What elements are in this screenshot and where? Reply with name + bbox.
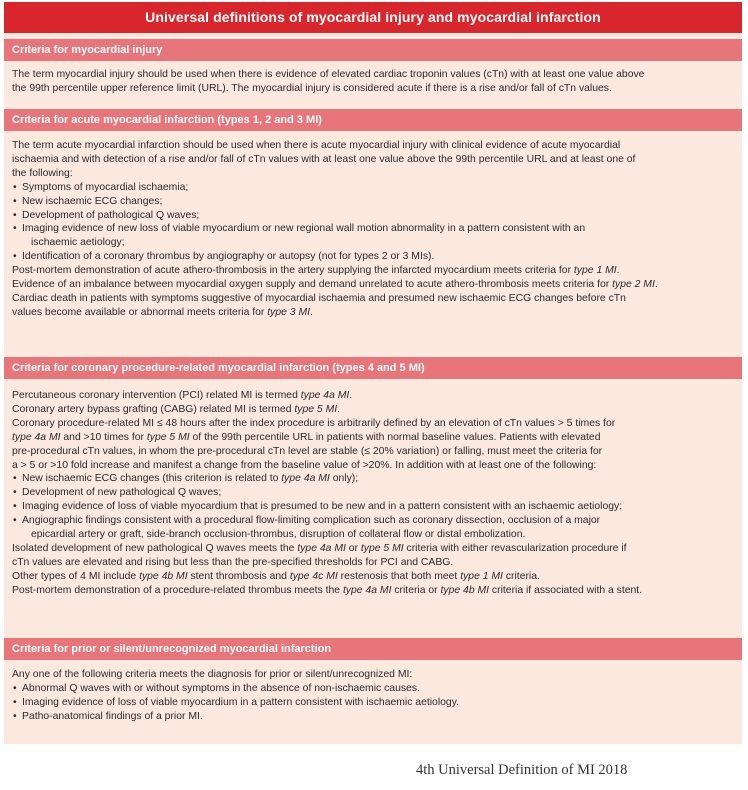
text-line (12, 153, 738, 167)
text-segment: The term myocardial injury should be used when there is evidence of elevated cardiac troponin values (cTn) with at least one value above (12, 69, 645, 80)
section-body-procedure-mi (12, 389, 738, 598)
mi-type-term: type 4a MI (342, 584, 392, 596)
definitions-table (4, 2, 742, 744)
text-segment: Abnormal Q waves with or without symptoms in the absence of non-ischaemic causes. (22, 682, 420, 694)
text-line (12, 389, 738, 403)
text-segment: ischaemia and with detection of a rise and/or fall of cTn values with at least one value above the 99th percentile URL and at least one of (12, 153, 636, 165)
text-segment: the following: (12, 167, 73, 179)
text-segment: and >10 times for (60, 431, 147, 443)
mi-type-term: type 4b MI (440, 584, 490, 596)
text-line (12, 445, 738, 459)
text-line (12, 668, 738, 682)
text-line (12, 417, 738, 431)
text-line (12, 278, 738, 292)
mi-type-term: type 4a MI (12, 431, 61, 443)
text-line (12, 264, 738, 278)
text-segment: New ischaemic ECG changes (this criterion is related to (22, 473, 282, 485)
mi-type-term: type 5 MI (294, 403, 338, 415)
text-line (12, 292, 738, 306)
mi-type-term: type 5 MI (146, 431, 190, 443)
text-segment: a > 5 or >10 fold increase and manifest a change from the baseline value of >20%. In addition with at least one of the following: (12, 459, 597, 471)
text-segment: criteria with either revascularization procedure if (403, 542, 627, 554)
bullet-item (12, 472, 738, 486)
text-segment: Coronary artery bypass grafting (CABG) related MI is termed (12, 403, 295, 415)
text-segment: or (345, 542, 361, 554)
text-segment: stent thrombosis and (187, 570, 290, 582)
text-line (12, 584, 738, 598)
text-segment: Imaging evidence of new loss of viable myocardium or new regional wall motion abnormality in a pattern consistent with an (22, 223, 586, 235)
text-segment: Imaging evidence of loss of viable myocardium in a pattern consistent with ischaemic aetiology. (22, 696, 460, 708)
text-segment: criteria or (391, 584, 441, 596)
mi-type-term: type 4a MI (300, 390, 350, 401)
text-line (12, 542, 738, 556)
text-line (12, 459, 738, 473)
text-segment: New ischaemic ECG changes; (22, 195, 163, 207)
section-heading-prior-mi: Criteria for prior or silent/unrecognized myocardial infarction (4, 638, 742, 660)
text-segment: Post-mortem demonstration of acute athero-thrombosis in the artery supplying the infarcted myocardium meets criteria for (12, 265, 574, 277)
bullet-item (12, 528, 738, 542)
text-segment: Identification of a coronary thrombus by angiography or autopsy (not for types 2 or 3 MIs). (22, 251, 435, 263)
text-segment: restenosis that both meet (337, 570, 461, 582)
text-segment: . (654, 279, 658, 291)
bullet-item (12, 682, 738, 696)
mi-type-term: type 3 MI (267, 306, 311, 318)
text-segment: . (310, 306, 313, 318)
mi-type-term: type 5 MI (360, 542, 404, 554)
text-segment: only); (329, 473, 359, 485)
mi-type-term: type 2 MI (612, 279, 655, 291)
section-heading-acute-mi: Criteria for acute myocardial infarction (types 1, 2 and 3 MI) (4, 109, 742, 131)
bullet-item (12, 514, 738, 528)
text-line (12, 403, 738, 417)
bullet-item (12, 710, 738, 724)
mi-type-term: type 1 MI (460, 570, 503, 582)
section-heading-myocardial-injury: Criteria for myocardial injury (4, 39, 742, 61)
bullet-item (12, 181, 738, 195)
text-line (12, 556, 738, 570)
bullet-item (12, 696, 738, 710)
text-line (12, 167, 738, 181)
text-segment: Other types of 4 MI include (12, 570, 140, 582)
text-segment: criteria if associated with a stent. (489, 584, 643, 596)
text-line (12, 570, 738, 584)
text-segment: ischaemic aetiology; (31, 237, 125, 249)
text-line (12, 431, 738, 445)
footer-caption: 4th Universal Definition of MI 2018 (416, 762, 628, 778)
text-segment: Post-mortem demonstration of a procedure-related thrombus meets the (12, 584, 343, 596)
text-segment: Symptoms of myocardial ischaemia; (22, 181, 189, 193)
bullet-item (12, 486, 738, 500)
table-title: Universal definitions of myocardial injury and myocardial infarction (4, 2, 742, 33)
text-segment: the 99th percentile upper reference limit (URL). The myocardial injury is considered acute if there is a rise and/or fall of cTn values. (12, 82, 612, 94)
text-segment: criteria. (502, 570, 540, 582)
bullet-item (12, 209, 738, 223)
text-segment: of the 99th percentile URL in patients with normal baseline values. Patients with elevated (189, 431, 601, 443)
text-segment: Any one of the following criteria meets the diagnosis for prior or silent/unrecognized MI: (12, 669, 413, 680)
bullet-item (12, 236, 738, 250)
text-line (12, 306, 738, 320)
text-segment: Development of pathological Q waves; (22, 209, 200, 221)
section-body-prior-mi (12, 668, 738, 724)
bullet-item (12, 250, 738, 264)
text-segment: . (349, 390, 353, 401)
bullet-item (12, 195, 738, 209)
text-segment: Angiographic findings consistent with a procedural flow-limiting complication such as coronary dissection, occlusion of a major (22, 515, 601, 527)
text-segment: cTn values are elevated and rising but less than the pre-specified thresholds for PCI and CABG. (12, 556, 454, 568)
text-segment: Percutaneous coronary intervention (PCI) related MI is termed (12, 390, 301, 401)
text-line (12, 82, 738, 96)
text-segment: Cardiac death in patients with symptoms suggestive of myocardial ischaemia and presumed new ischaemic ECG changes before cTn (12, 292, 626, 304)
mi-type-term: type 1 MI (573, 265, 617, 277)
mi-type-term: type 4c MI (289, 570, 338, 582)
text-segment: Development of new pathological Q waves; (22, 487, 222, 499)
text-segment: pre-procedural cTn values, in whom the pre-procedural cTn level are stable (≤ 20% variation) or falling, must meet the criteria for (12, 445, 603, 457)
section-heading-procedure-mi: Criteria for coronary procedure-related myocardial infarction (types 4 and 5 MI) (4, 357, 742, 379)
section-body-acute-mi (12, 139, 738, 320)
text-segment: Patho-anatomical findings of a prior MI. (22, 710, 203, 722)
text-segment: epicardial artery or graft, side-branch occlusion-thrombus, disruption of collateral flow or distal embolization. (31, 529, 526, 541)
text-segment: . (337, 403, 341, 415)
bullet-item (12, 222, 738, 236)
text-segment: values become available or abnormal meets criteria for (12, 306, 268, 318)
section-body-myocardial-injury (12, 68, 738, 96)
text-segment: Coronary procedure-related MI ≤ 48 hours after the index procedure is arbitrarily defined by an elevation of cTn values > 5 times for (12, 417, 616, 429)
text-segment: Imaging evidence of loss of viable myocardium that is presumed to be new and in a pattern consistent with an ischaemic aetiology; (22, 501, 623, 513)
text-segment: The term acute myocardial infarction should be used when there is acute myocardial injury with clinical evidence of acute myocardial (12, 140, 621, 151)
text-segment: Isolated development of new pathological Q waves meets the (12, 542, 298, 554)
bullet-item (12, 500, 738, 514)
text-line (12, 68, 738, 82)
mi-type-term: type 4a MI (297, 542, 346, 554)
mi-type-term: type 4a MI (281, 473, 330, 485)
text-line (12, 139, 738, 153)
mi-type-term: type 4b MI (139, 570, 188, 582)
text-segment: . (616, 265, 620, 277)
text-segment: Evidence of an imbalance between myocardial oxygen supply and demand unrelated to acute athero-thrombosis meets criteria for (12, 279, 613, 291)
